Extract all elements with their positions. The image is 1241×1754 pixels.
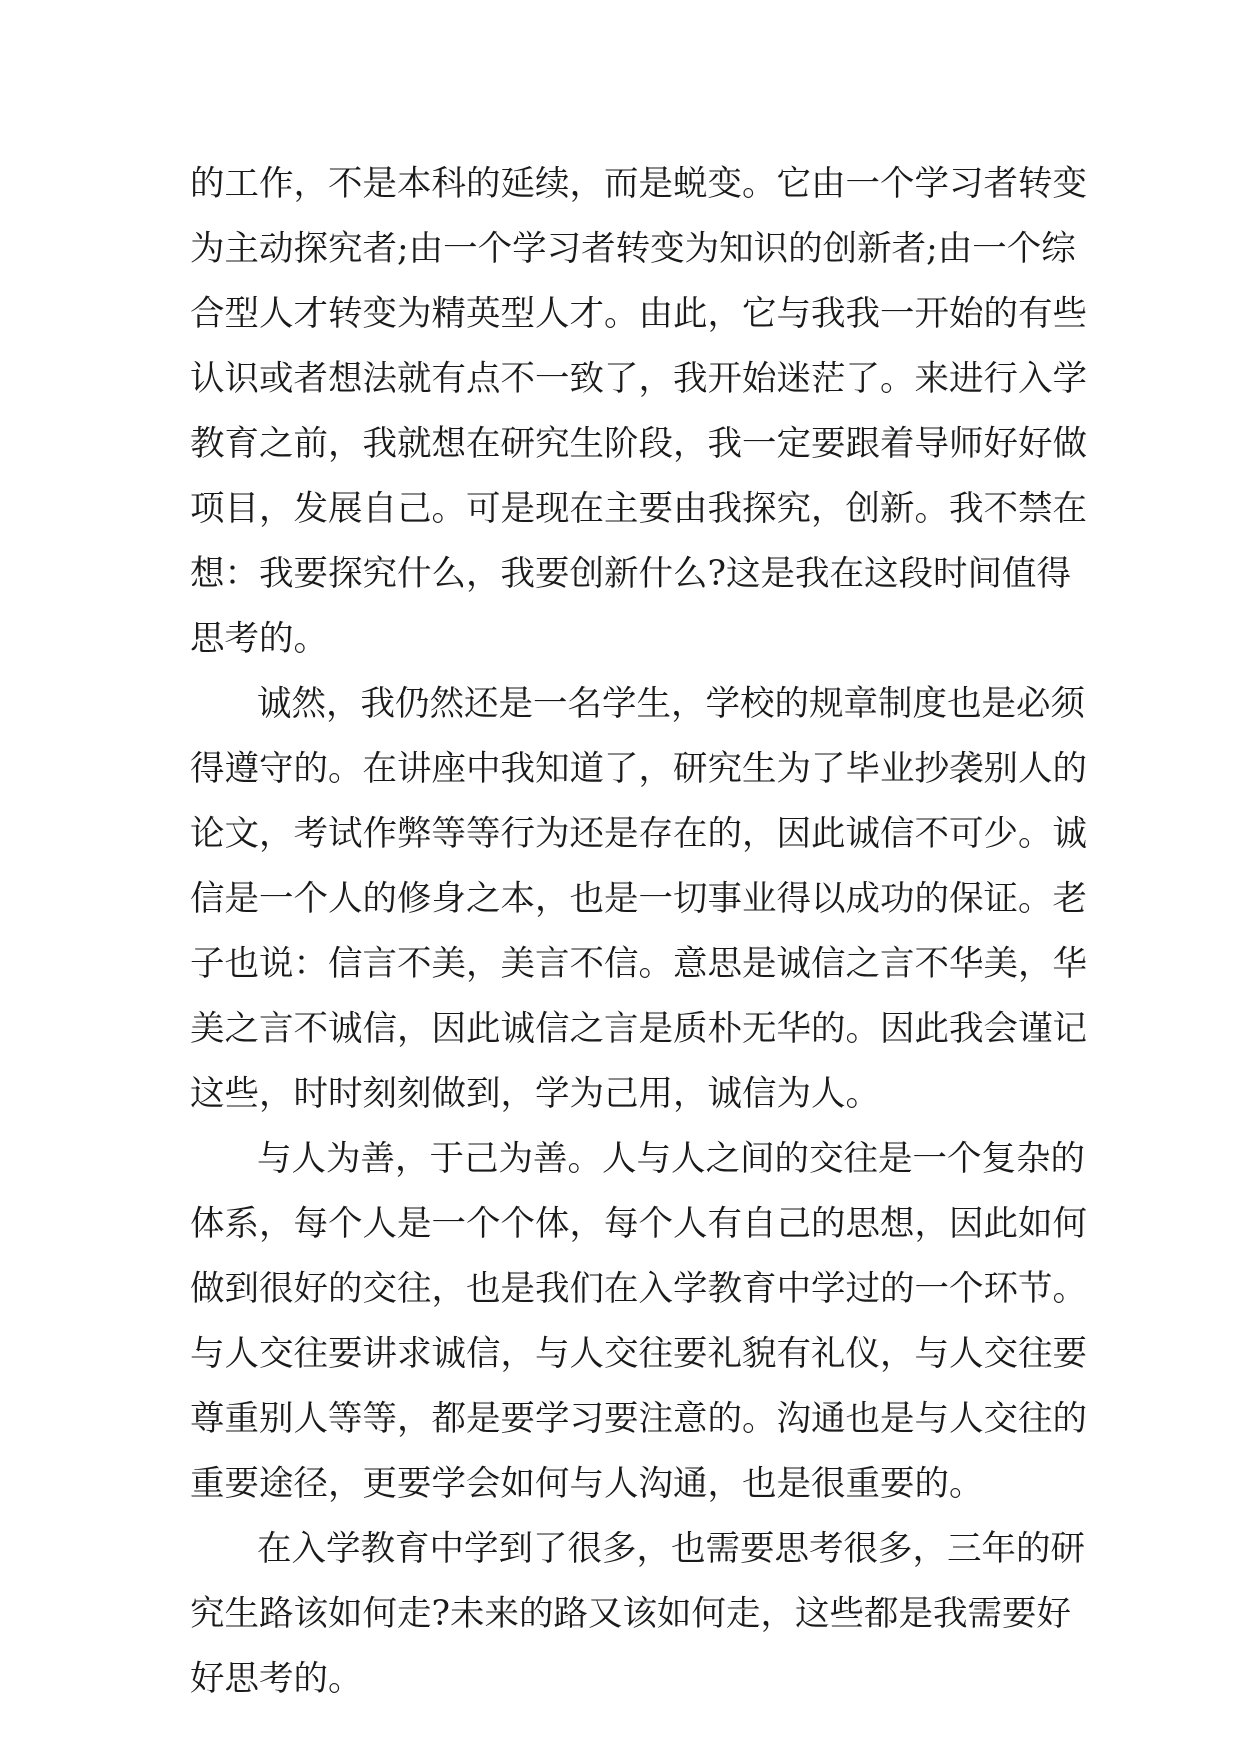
text-line: 项目，发展自己。可是现在主要由我探究，创新。我不禁在 [190, 489, 1087, 529]
text-line: 思考的。 [190, 619, 328, 659]
paragraph-first-line: 与人为善，于己为善。人与人之间的交往是一个复杂的 [257, 1139, 1085, 1179]
text-line: 究生路该如何走?未来的路又该如何走，这些都是我需要好 [190, 1594, 1071, 1634]
text-line: 美之言不诚信，因此诚信之言是质朴无华的。因此我会谨记 [190, 1009, 1087, 1049]
document-body [190, 152, 1087, 1712]
text-line: 想：我要探究什么，我要创新什么?这是我在这段时间值得 [190, 554, 1071, 594]
text-line: 这些，时时刻刻做到，学为己用，诚信为人。 [190, 1074, 880, 1114]
text-line: 信是一个人的修身之本，也是一切事业得以成功的保证。老 [190, 879, 1087, 919]
text-line: 做到很好的交往，也是我们在入学教育中学过的一个环节。 [190, 1269, 1087, 1309]
text-line: 得遵守的。在讲座中我知道了，研究生为了毕业抄袭别人的 [190, 749, 1087, 789]
text-line: 论文，考试作弊等等行为还是存在的，因此诚信不可少。诚 [190, 814, 1087, 854]
paragraph-first-line: 在入学教育中学到了很多，也需要思考很多，三年的研 [257, 1529, 1085, 1569]
text-line: 的工作，不是本科的延续，而是蜕变。它由一个学习者转变 [190, 164, 1087, 204]
text-line: 为主动探究者;由一个学习者转变为知识的创新者;由一个综 [190, 229, 1076, 269]
text-line: 教育之前，我就想在研究生阶段，我一定要跟着导师好好做 [190, 424, 1087, 464]
text-line: 与人交往要讲求诚信，与人交往要礼貌有礼仪，与人交往要 [190, 1334, 1087, 1374]
paragraph-first-line: 诚然，我仍然还是一名学生，学校的规章制度也是必须 [257, 684, 1085, 724]
text-line: 尊重别人等等，都是要学习要注意的。沟通也是与人交往的 [190, 1399, 1087, 1439]
text-line: 重要途径，更要学会如何与人沟通，也是很重要的。 [190, 1464, 984, 1504]
text-line: 合型人才转变为精英型人才。由此，它与我我一开始的有些 [190, 294, 1087, 334]
text-line: 认识或者想法就有点不一致了，我开始迷茫了。来进行入学 [190, 359, 1087, 399]
text-line: 体系，每个人是一个个体，每个人有自己的思想，因此如何 [190, 1204, 1087, 1244]
text-line: 子也说：信言不美，美言不信。意思是诚信之言不华美，华 [190, 944, 1087, 984]
text-line: 好思考的。 [190, 1659, 363, 1699]
